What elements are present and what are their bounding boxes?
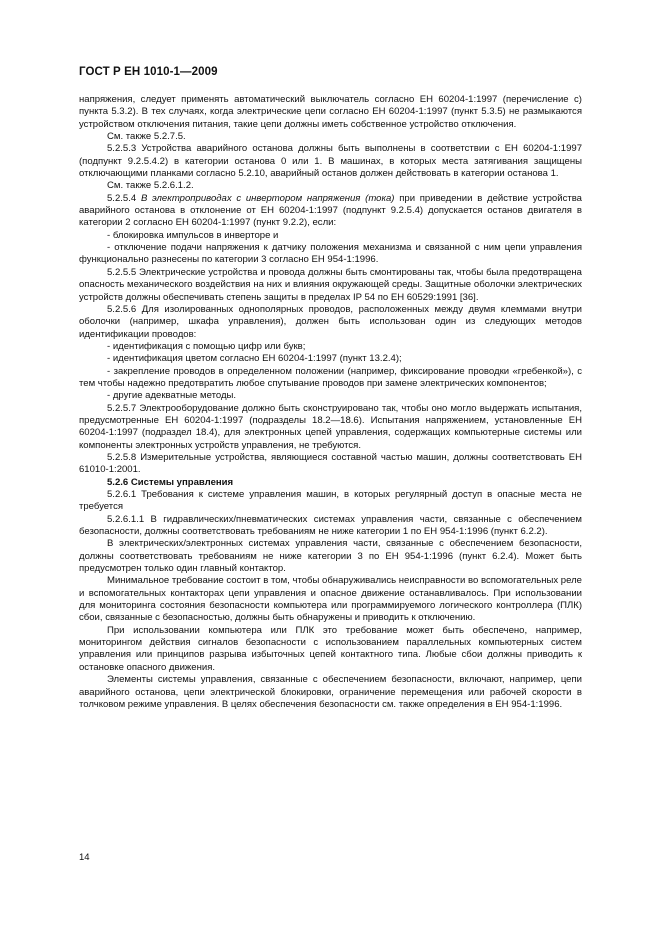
clause-number: 5.2.5.4 xyxy=(107,192,137,204)
paragraph: Минимальное требование состоит в том, чтобы обнаруживались неисправности во вспомогательных реле и вспомогательных контакторах цепи управления и опасное движение останавливалось. При использовании для мониторинга состояния безопасности компьютера или программируемого логического контроллера (ПЛК) сбои, связанные с безопасностью, должны быть обнаружены и приводить к отключению. xyxy=(79,575,582,624)
list-item: - отключение подачи напряжения к датчику положения механизма и связанной с ним цепи управления функционально разнесены по категории 3 согласно ЕН 954-1:1996. xyxy=(79,242,582,266)
paragraph: См. также 5.2.7.5. xyxy=(107,131,186,143)
list-item: - идентификация цветом согласно ЕН 60204-1:1997 (пункт 13.2.4); xyxy=(107,353,402,365)
paragraph: 5.2.5.3 Устройства аварийного останова должны быть выполнены в соответствии с ЕН 60204-1:1997 (подпункт 9.2.5.4.2) в категории останова 0 или 1. В машинах, в которых места затягивания защищены отключающими планками согласно 5.2.10, аварийный останов должен действовать в категории останова 1. xyxy=(79,143,582,180)
list-item: - блокировка импульсов в инверторе и xyxy=(107,229,279,241)
document-body xyxy=(79,94,582,711)
paragraph-5-2-5-4 xyxy=(79,193,582,230)
list-item: - идентификация с помощью цифр или букв; xyxy=(107,340,306,352)
clause-text: при приведении в действие устройства аварийного останова в отклонение от ЕН 60204-1:1997 (подпункт 9.2.5.4) допускается останов двигателя в категории 2 согласно ЕН 60204-1:1997 (пункт 9.2.2), если: xyxy=(79,192,582,229)
paragraph: 5.2.5.6 Для изолированных однополярных проводов, расположенных между двумя клеммами внутри оболочки (например, шкафа управления), должен быть использован один из следующих методов идентификации проводов: xyxy=(79,303,582,340)
paragraph: 5.2.5.7 Электрооборудование должно быть сконструировано так, чтобы оно могло выдержать испытания, предусмотренные ЕН 60204-1:1997 (подразделы 18.2—18.6). Испытания напряжением, установленные ЕН 60204-1:1997 (подраздел 18.4), для электронных цепей управления, содержащих компьютерные системы или компоненты электронных устройств управления, не требуются. xyxy=(79,402,582,451)
paragraph: 5.2.5.5 Электрические устройства и провода должны быть смонтированы так, чтобы была предотвращена опасность механического воздействия на них и влияния окружающей среды. Защитные оболочки электрических устройств должны обеспечивать степень защиты в пределах IP 54 по ЕН 60529:1991 [36]. xyxy=(79,266,582,303)
paragraph: Элементы системы управления, связанные с обеспечением безопасности, включают, например, цепи аварийного останова, цепи электрической блокировки, ограничение перемещения или рабочей скорости в толчковом режиме управления. В целях обеспечения безопасности см. также определения в ЕН 954-1:1996. xyxy=(79,674,582,710)
paragraph: В электрических/электронных системах управления части, связанные с обеспечением безопасности, должны соответствовать требованиям не ниже категории 3 по ЕН 954-1:1996 (пункт 6.2.4). Может быть предусмотрен только один главный контактор. xyxy=(79,538,582,575)
clause-italic-title: В электроприводах с инвертором напряжения (тока) xyxy=(140,192,395,204)
paragraph: 5.2.6.1 Требования к системе управления машин, в которых регулярный доступ в опасные места не требуется xyxy=(79,489,582,513)
page-number: 14 xyxy=(79,852,90,863)
document-header: ГОСТ Р ЕН 1010-1—2009 xyxy=(79,66,218,78)
section-heading: 5.2.6 Системы управления xyxy=(107,476,234,488)
paragraph: 5.2.6.1.1 В гидравлических/пневматических системах управления части, связанные с обеспечением безопасности, должны соответствовать требованиям не ниже категории 1 по ЕН 954-1:1996 (пункт 6.2.2). xyxy=(79,513,582,538)
paragraph: См. также 5.2.6.1.2. xyxy=(107,180,194,192)
paragraph: напряжения, следует применять автоматический выключатель согласно ЕН 60204-1:1997 (перечисление с) пункта 5.3.2). В тех случаях, когда электрические цепи согласно ЕН 60204-1:1997 (пункт 5.3.5) не размыкаются устройством отключения питания, такие цепи должны иметь собственное устройство отключения. xyxy=(79,94,582,130)
paragraph: При использовании компьютера или ПЛК это требование может быть обеспечено, например, мониторингом действия сигналов безопасности с использованием параллельных компьютерных систем управления или принципов разрыва избыточных цепей контактного типа. Любые сбои должны приводить к остановке опасного движения. xyxy=(79,624,582,673)
list-item: - закрепление проводов в определенном положении (например, фиксирование проводки «гребенкой»), с тем чтобы надежно предотвратить любое спутывание проводов при замене электрических компонентов; xyxy=(79,365,582,389)
paragraph: 5.2.5.8 Измерительные устройства, являющиеся составной частью машин, должны соответствовать ЕН 61010-1:2001. xyxy=(79,451,582,476)
list-item: - другие адекватные методы. xyxy=(107,390,237,402)
